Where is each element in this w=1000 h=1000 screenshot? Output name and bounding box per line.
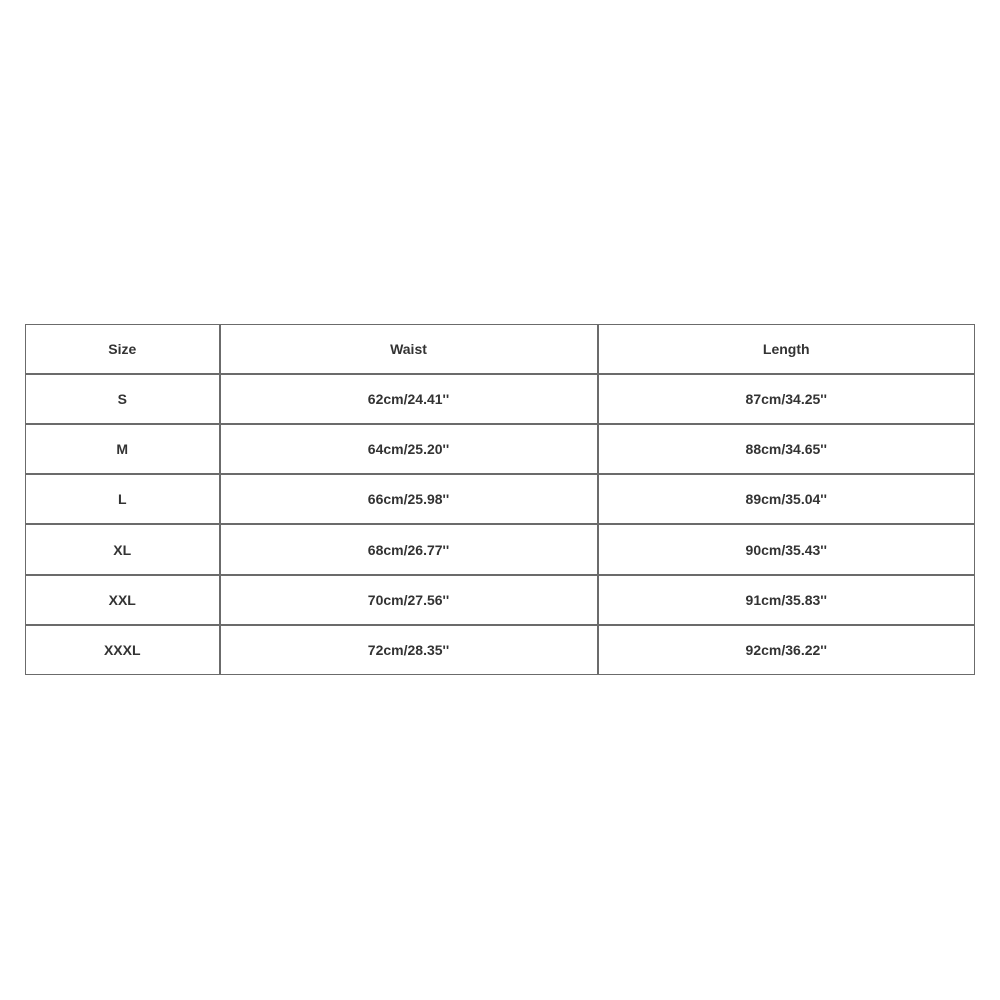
- table-row: [26, 474, 975, 524]
- length-cell: 88cm/34.65'': [598, 424, 975, 474]
- waist-cell: 72cm/28.35'': [220, 625, 598, 675]
- table-row: [26, 524, 975, 574]
- table-row: [26, 625, 975, 675]
- size-cell: S: [26, 374, 220, 424]
- table-row: [26, 374, 975, 424]
- waist-cell: 68cm/26.77'': [220, 524, 598, 574]
- length-cell: 92cm/36.22'': [598, 625, 975, 675]
- length-cell: 87cm/34.25'': [598, 374, 975, 424]
- length-cell: 89cm/35.04'': [598, 474, 975, 524]
- header-size: Size: [26, 325, 220, 375]
- size-cell: XXXL: [26, 625, 220, 675]
- size-cell: XXL: [26, 575, 220, 625]
- table-header-row: [26, 325, 975, 375]
- size-cell: L: [26, 474, 220, 524]
- table-row: [26, 575, 975, 625]
- size-cell: XL: [26, 524, 220, 574]
- length-cell: 90cm/35.43'': [598, 524, 975, 574]
- table-row: [26, 424, 975, 474]
- length-cell: 91cm/35.83'': [598, 575, 975, 625]
- waist-cell: 64cm/25.20'': [220, 424, 598, 474]
- size-cell: M: [26, 424, 220, 474]
- header-length: Length: [598, 325, 975, 375]
- size-chart-table: [25, 324, 975, 675]
- header-waist: Waist: [220, 325, 598, 375]
- waist-cell: 62cm/24.41'': [220, 374, 598, 424]
- waist-cell: 66cm/25.98'': [220, 474, 598, 524]
- waist-cell: 70cm/27.56'': [220, 575, 598, 625]
